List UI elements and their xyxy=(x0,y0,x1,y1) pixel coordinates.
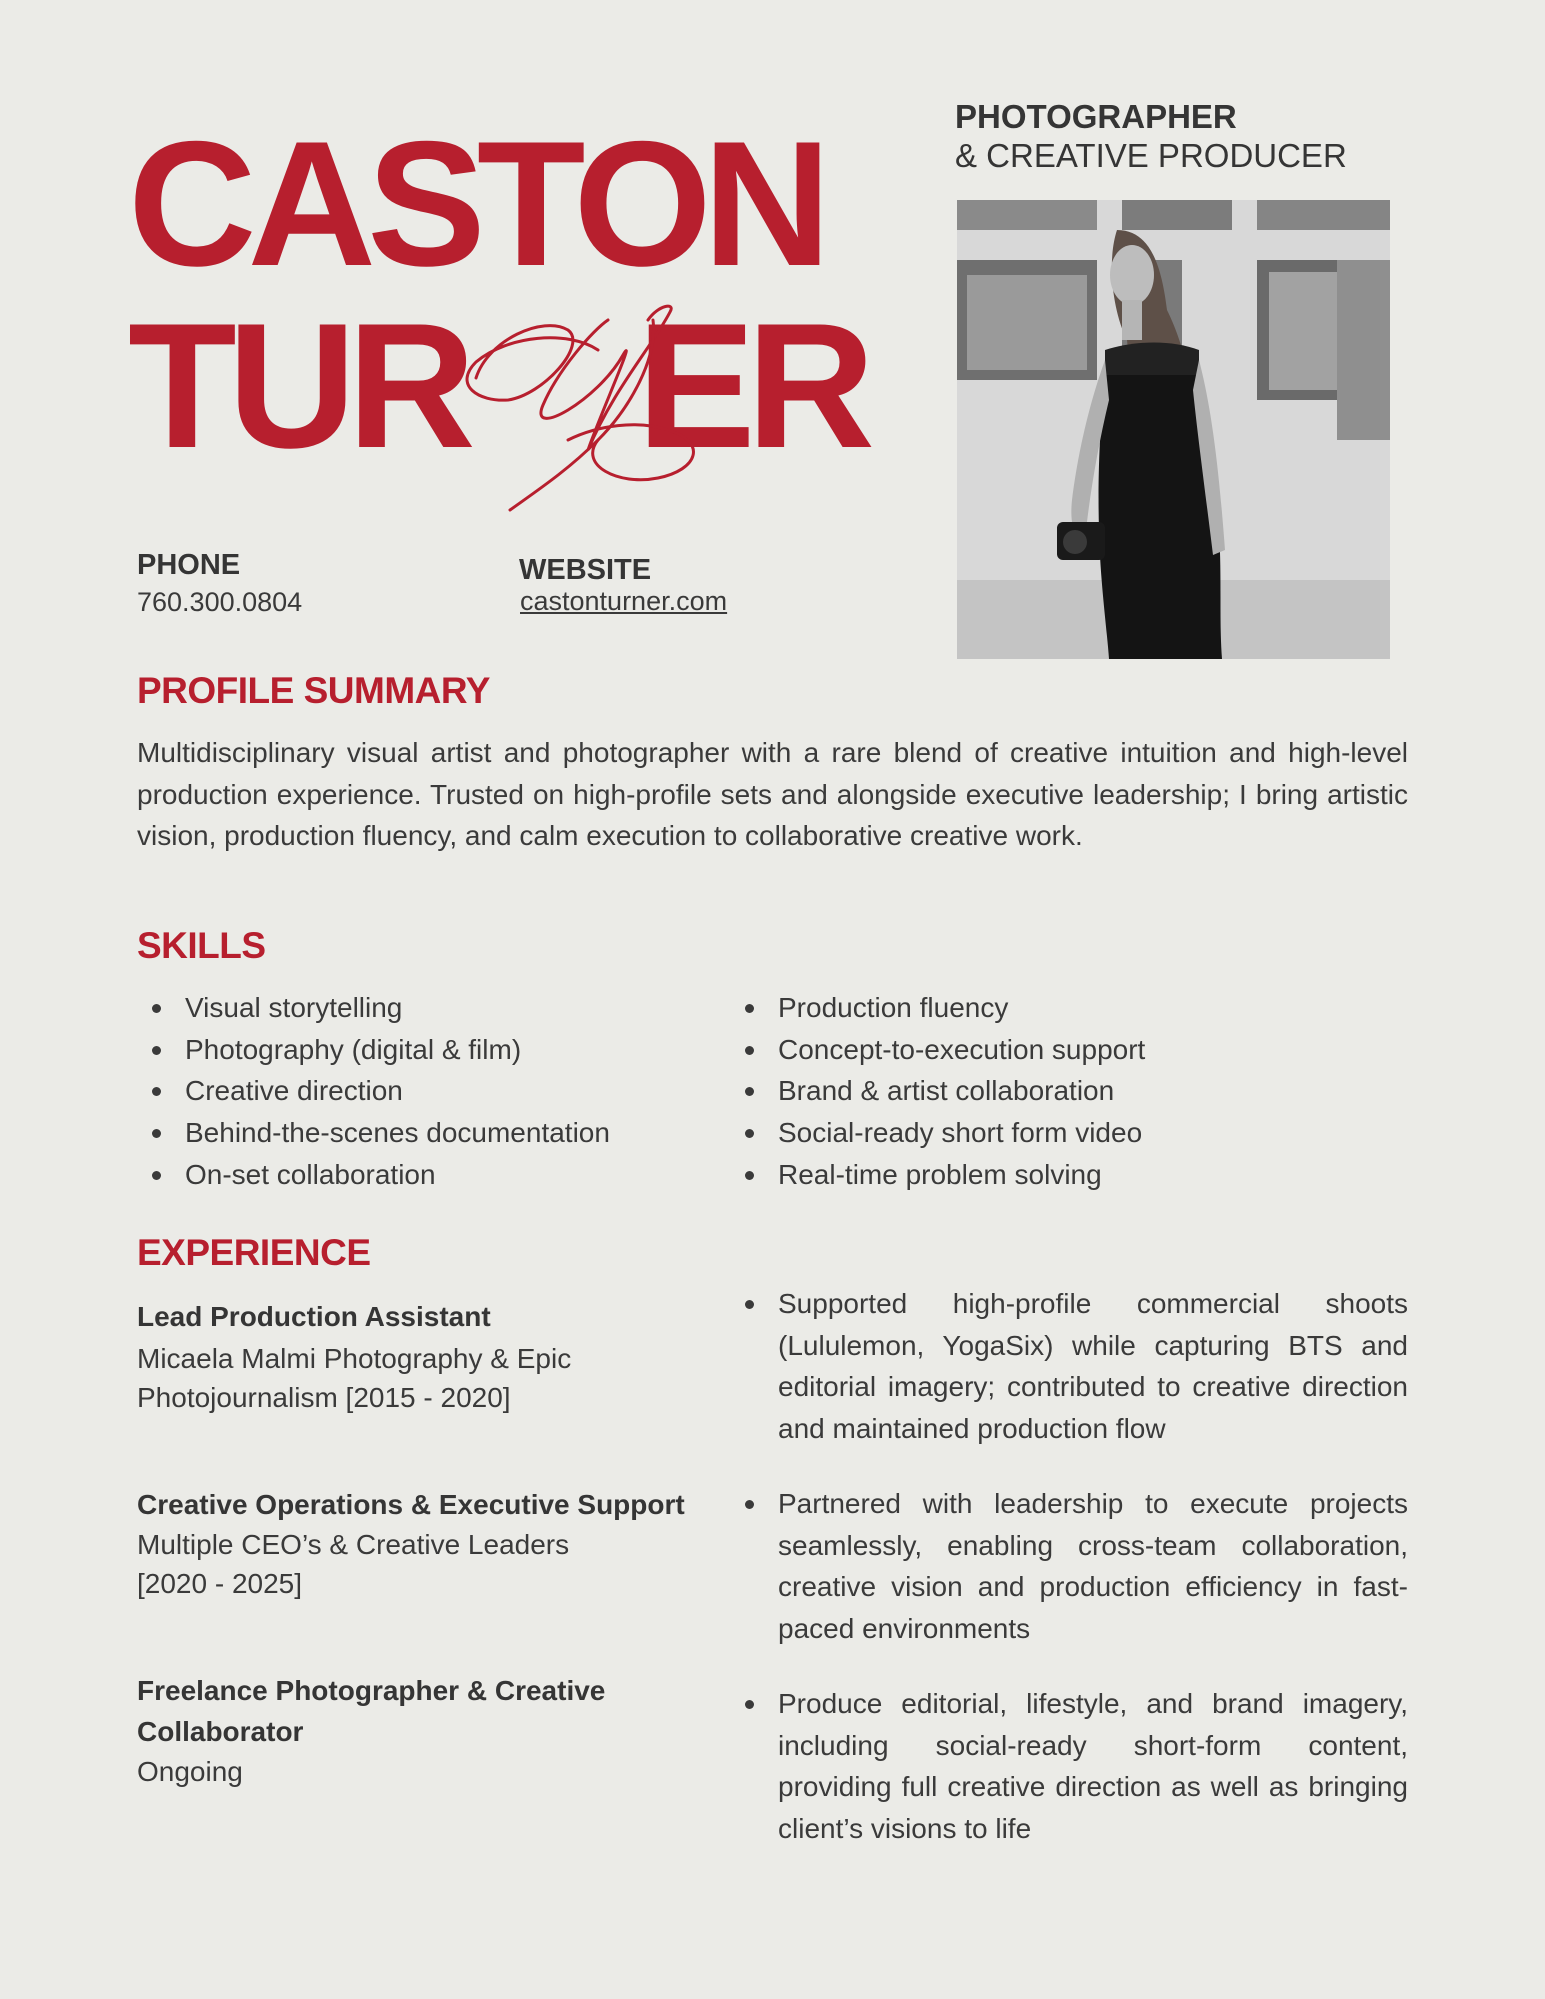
name-last-start: TUR xyxy=(128,286,467,485)
skill-item: Production fluency xyxy=(730,987,1145,1029)
name-first: CASTON xyxy=(128,104,823,303)
website-label: WEBSITE xyxy=(519,554,652,586)
skill-item: On-set collaboration xyxy=(137,1154,610,1196)
job-organization: Multiple CEO’s & Creative Leaders xyxy=(137,1529,570,1560)
job-organization: Ongoing xyxy=(137,1756,243,1787)
job-organization-dates: Photojournalism [2015 - 2020] xyxy=(137,1382,511,1413)
job-title-primary: PHOTOGRAPHER xyxy=(955,98,1237,135)
skill-item: Brand & artist collaboration xyxy=(730,1070,1145,1112)
phone-label: PHONE xyxy=(137,549,241,581)
job-description: Supported high-profile commercial shoots (Lululemon, YogaSix) while capturing BTS and editorial imagery; contributed to creative direction and maintained production flow xyxy=(730,1283,1408,1450)
skill-item: Social-ready short form video xyxy=(730,1112,1145,1154)
website-link[interactable]: castonturner.com xyxy=(520,586,728,616)
job-organization: Micaela Malmi Photography & Epic xyxy=(137,1343,572,1374)
job-organization-dates: [2020 - 2025] xyxy=(137,1568,303,1599)
skill-item: Behind-the-scenes documentation xyxy=(137,1112,610,1154)
job-description: Partnered with leadership to execute projects seamlessly, enabling cross-team collaboration, creative vision and production efficiency in fast-paced environments xyxy=(730,1483,1408,1650)
job-description: Produce editorial, lifestyle, and brand imagery, including social-ready short-form content, providing full creative direction as well as bringing client’s visions to life xyxy=(730,1683,1408,1850)
skills-heading: SKILLS xyxy=(137,925,266,966)
skill-item: Visual storytelling xyxy=(137,987,610,1029)
skill-item: Creative direction xyxy=(137,1070,610,1112)
profile-summary-text: Multidisciplinary visual artist and photographer with a rare blend of creative intuition and high-level production experience. Trusted on high-profile sets and alongside executive leadership; I bring artistic vision, production fluency, and calm execution to collaborative creative work. xyxy=(137,737,1408,851)
job-entry xyxy=(137,1670,737,1791)
portrait-photo xyxy=(957,200,1390,659)
job-role: Freelance Photographer & Creative xyxy=(137,1675,606,1706)
job-title-secondary: & CREATIVE PRODUCER xyxy=(955,137,1347,174)
job-role: Creative Operations & Executive Support xyxy=(137,1489,685,1520)
profile-summary-heading: PROFILE SUMMARY xyxy=(137,670,490,711)
job-entry xyxy=(137,1296,737,1417)
experience-heading: EXPERIENCE xyxy=(137,1232,371,1273)
script-monogram xyxy=(448,290,768,520)
job-entry xyxy=(137,1484,737,1603)
phone-number: 760.300.0804 xyxy=(137,587,303,617)
job-role: Lead Production Assistant xyxy=(137,1301,491,1332)
portrait-illustration xyxy=(957,200,1390,659)
skill-item: Photography (digital & film) xyxy=(137,1029,610,1071)
skills-list-left xyxy=(137,987,610,1196)
skill-item: Concept-to-execution support xyxy=(730,1029,1145,1071)
skill-item: Real-time problem solving xyxy=(730,1154,1145,1196)
job-role-continued: Collaborator xyxy=(137,1716,304,1747)
skills-list-right xyxy=(730,987,1145,1196)
name-last-end: ER xyxy=(636,286,867,485)
